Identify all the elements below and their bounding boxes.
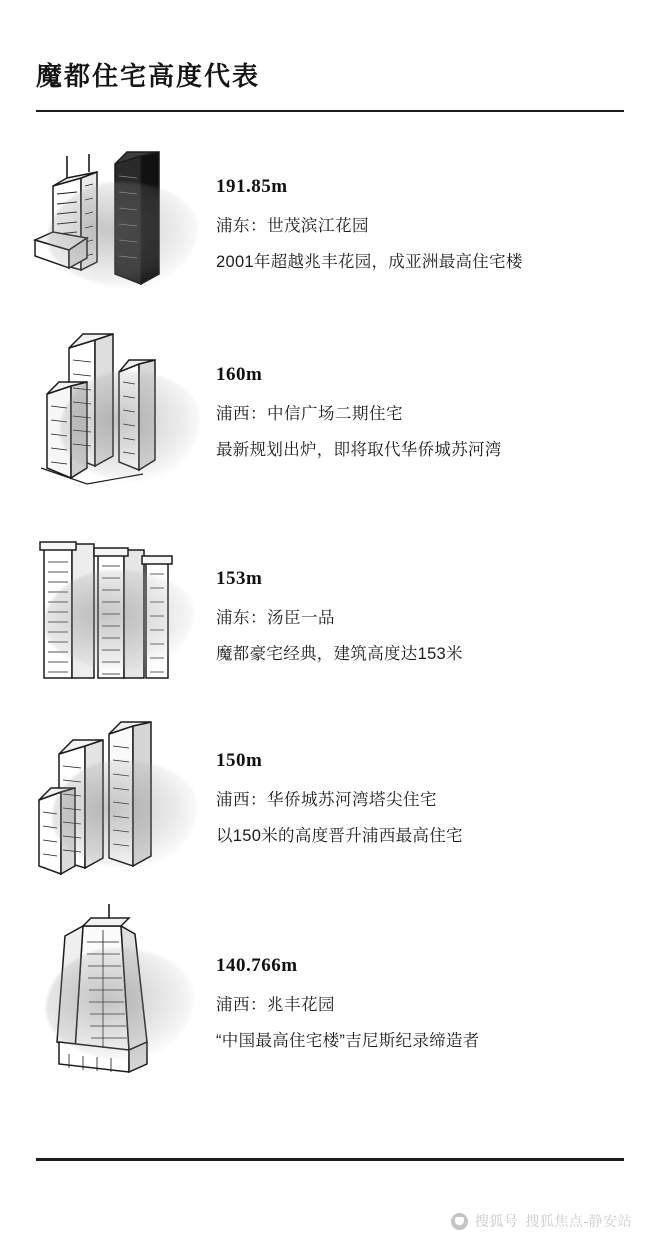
sohu-logo-icon <box>451 1213 468 1230</box>
page-header <box>0 0 660 112</box>
building-info <box>216 316 660 460</box>
building-location: 浦西：兆丰花园 <box>216 995 335 1014</box>
building-info <box>216 708 660 846</box>
building-height: 191.85m <box>216 175 288 197</box>
building-illustration-3 <box>0 708 216 883</box>
skyscraper-icon <box>21 708 196 883</box>
building-description: “中国最高住宅楼”吉尼斯纪录缔造者 <box>216 1031 480 1050</box>
watermark-brand: 搜狐号 <box>474 1213 519 1229</box>
building-location: 浦东：世茂滨江花园 <box>216 216 369 235</box>
building-description: 最新规划出炉，即将取代华侨城苏河湾 <box>216 440 502 459</box>
footer-divider <box>36 1158 624 1161</box>
building-height: 140.766m <box>216 954 298 976</box>
building-info <box>216 134 660 272</box>
building-info <box>216 508 660 664</box>
skyscraper-icon <box>23 316 193 491</box>
skyscraper-icon <box>21 900 196 1080</box>
building-height: 160m <box>216 363 263 385</box>
watermark-account: 搜狐焦点-静安站 <box>525 1213 632 1229</box>
list-item <box>0 508 660 708</box>
watermark <box>451 1211 632 1231</box>
building-description: 2001年超越兆丰花园，成亚洲最高住宅楼 <box>216 252 523 271</box>
skyscraper-icon <box>23 134 193 299</box>
list-item <box>0 134 660 316</box>
list-item <box>0 708 660 900</box>
building-illustration-1 <box>0 316 216 491</box>
building-illustration-4 <box>0 900 216 1080</box>
building-info <box>216 900 660 1051</box>
list-item <box>0 900 660 1095</box>
page-title: 魔都住宅高度代表 <box>36 61 261 91</box>
skyscraper-icon <box>18 508 198 688</box>
building-location: 浦西：华侨城苏河湾塔尖住宅 <box>216 790 437 809</box>
building-description: 以150米的高度晋升浦西最高住宅 <box>216 826 463 845</box>
building-illustration-2 <box>0 508 216 688</box>
building-height: 153m <box>216 567 263 589</box>
building-illustration-0 <box>0 134 216 299</box>
building-location: 浦东：汤臣一品 <box>216 608 335 627</box>
building-list <box>0 112 660 1095</box>
building-height: 150m <box>216 749 263 771</box>
building-location: 浦西：中信广场二期住宅 <box>216 404 403 423</box>
building-description: 魔都豪宅经典，建筑高度达153米 <box>216 644 463 663</box>
list-item <box>0 316 660 508</box>
